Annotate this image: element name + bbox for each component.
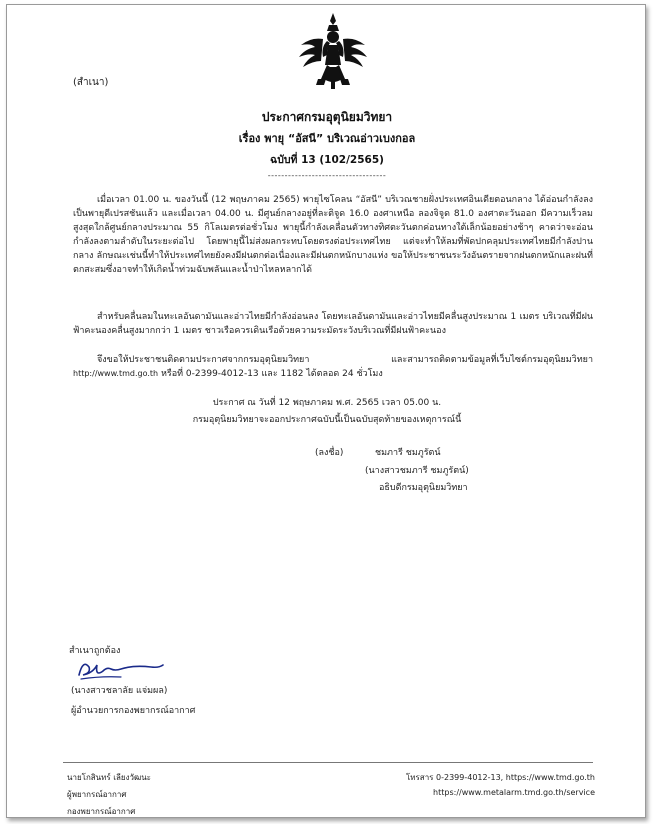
footer-left-line: นายโกสินทร์ เลียงวัฒนะ bbox=[67, 773, 151, 782]
paragraph-contact bbox=[73, 353, 593, 381]
announcement-number: ฉบับที่ 13 (102/2565) bbox=[270, 154, 384, 166]
announce-date: ประกาศ ณ วันที่ 12 พฤษภาคม พ.ศ. 2565 เวลา 05.00 น. bbox=[212, 398, 442, 408]
signature-label: (ลงชื่อ) bbox=[315, 448, 344, 458]
certified-copy-label: สำเนาถูกต้อง bbox=[69, 646, 121, 656]
handwritten-signature-icon bbox=[73, 655, 173, 683]
signature-title: อธิบดีกรมอุตุนิยมวิทยา bbox=[379, 483, 468, 493]
certified-title: ผู้อำนวยการกองพยากรณ์อากาศ bbox=[71, 706, 196, 716]
signature-full-name: (นางสาวชมภารี ชมภูรัตน์) bbox=[365, 466, 469, 476]
announce-final-note: กรมอุตุนิยมวิทยาจะออกประกาศฉบับนี้เป็นฉบับสุดท้ายของเหตุการณ์นี้ bbox=[192, 415, 462, 425]
announcement-title: ประกาศกรมอุตุนิยมวิทยา bbox=[261, 110, 393, 124]
header-separator: ----------------------------------- bbox=[267, 171, 387, 180]
garuda-emblem-icon bbox=[298, 11, 368, 91]
footer-divider bbox=[63, 762, 593, 763]
contact-phone-text: หรือที่ 0-2399-4012-13 และ 1182 ได้ตลอด 24 ชั่วโมง bbox=[160, 369, 383, 379]
certified-name: (นางสาวชลาลัย แจ่มผล) bbox=[71, 686, 168, 696]
footer-left-line: กองพยากรณ์อากาศ bbox=[67, 807, 136, 816]
footer-right-line: โทรสาร 0-2399-4012-13, https://www.tmd.go.th bbox=[405, 773, 595, 782]
paragraph-storm-status: เมื่อเวลา 01.00 น. ของวันนี้ (12 พฤษภาคม 2565) พายุไซโคลน “อัสนี” บริเวณชายฝั่งประเทศอินเดียตอนกลาง ได้อ่อนกำลังลงเป็นพายุดีเปรสชันแล้ว และเมื่อเวลา 04.00 น. มีศูนย์กลางอยู่ที่ละติจูด 16.0 องศาเหนือ ลองจิจูด 81.0 องศาตะวันออก มีความเร็วลมสูงสุดใกล้ศูนย์กลางประมาณ 55 กิโลเมตรต่อชั่วโมง พายุนี้กำลังเคลื่อนตัวทางทิศตะวันตกค่อนทางใต้เล็กน้อยอย่างช้าๆ คาดว่าจะอ่อนกำลังลงตามลำดับในระยะต่อไป โดยพายุนี้ไม่ส่งผลกระทบโดยตรงต่อประเทศไทย แต่จะทำให้ลมที่พัดปกคลุมประเทศไทยมีกำลังปานกลาง ลักษณะเช่นนี้ทำให้ประเทศไทยยังคงมีฝนตกต่อเนื่องและมีฝนตกหนักบางแห่ง ขอให้ประชาชนระวังอันตรายจากฝนตกหนักและฝนที่ตกสะสมซึ่งอาจทำให้เกิดน้ำท่วมฉับพลันและน้ำป่าไหลหลากได้ bbox=[73, 195, 593, 275]
paragraph-sea-conditions: สำหรับคลื่นลมในทะเลอันดามันและอ่าวไทยมีกำลังอ่อนลง โดยทะเลอันดามันและอ่าวไทยมีคลื่นสูงประมาณ 1 เมตร บริเวณที่มีฝนฟ้าคะนองคลื่นสูงมากกว่า 1 เมตร ชาวเรือควรเดินเรือด้วยความระมัดระวังบริเวณที่มีฝนฟ้าคะนอง bbox=[73, 312, 593, 336]
announcement-subject: เรื่อง พายุ “อัสนี” บริเวณอ่าวเบงกอล bbox=[238, 132, 416, 145]
footer-left-line: ผู้พยากรณ์อากาศ bbox=[67, 790, 127, 799]
copy-label: (สำเนา) bbox=[73, 77, 109, 88]
signature-name: ชมภารี ชมภูรัตน์ bbox=[375, 448, 441, 458]
contact-lead-text: จึงขอให้ประชาชนติดตามประกาศจากกรมอุตุนิยมวิทยา และสามารถติดตามข้อมูลที่เว็บไซต์กรมอุตุนิยมวิทยา bbox=[97, 355, 593, 365]
footer-right-line[interactable]: https://www.metalarm.tmd.go.th/service bbox=[433, 788, 595, 797]
document-page bbox=[6, 4, 646, 818]
website-link[interactable]: http://www.tmd.go.th bbox=[73, 369, 159, 378]
